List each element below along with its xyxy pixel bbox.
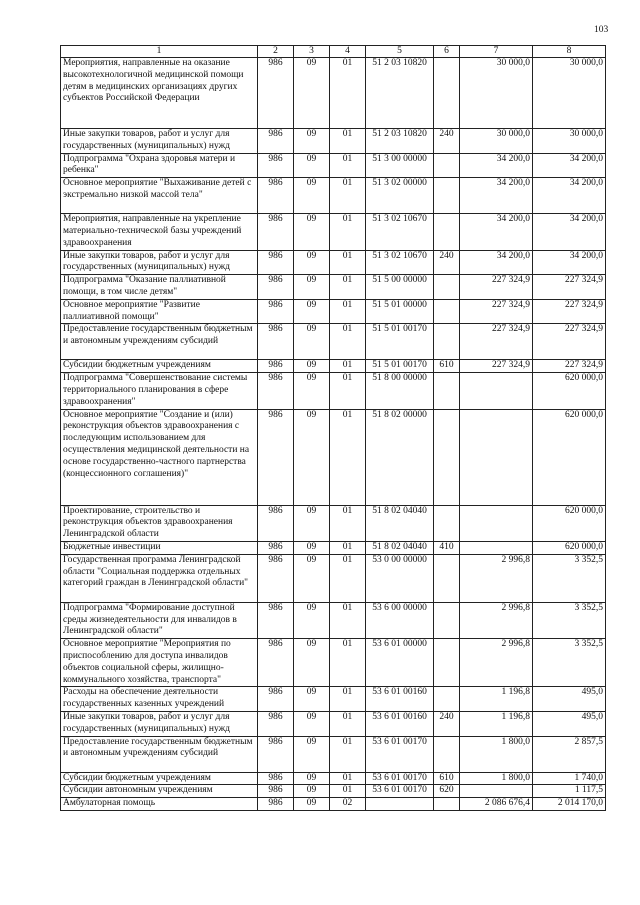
amount-year1-cell: 2 996,8 bbox=[460, 602, 533, 638]
table-row bbox=[61, 409, 606, 505]
amount-year1-cell bbox=[460, 409, 533, 505]
expense-type-cell bbox=[434, 409, 460, 505]
amount-year2-cell: 34 200,0 bbox=[533, 178, 606, 214]
subsection-cell: 01 bbox=[330, 214, 366, 250]
amount-year1-cell: 227 324,9 bbox=[460, 299, 533, 324]
section-cell: 09 bbox=[294, 409, 330, 505]
header-cell: 1 bbox=[61, 46, 258, 58]
subsection-cell: 01 bbox=[330, 602, 366, 638]
table-row bbox=[61, 299, 606, 324]
header-cell: 4 bbox=[330, 46, 366, 58]
section-cell: 09 bbox=[294, 129, 330, 154]
section-cell: 09 bbox=[294, 360, 330, 373]
admin-code-cell: 986 bbox=[258, 250, 294, 275]
expense-type-cell bbox=[434, 736, 460, 772]
amount-year2-cell: 227 324,9 bbox=[533, 360, 606, 373]
admin-code-cell: 986 bbox=[258, 360, 294, 373]
row-name-cell: Проектирование, строительство и реконструкция объектов здравоохранения Ленинградской области bbox=[61, 505, 258, 541]
target-article-cell: 51 8 00 00000 bbox=[366, 373, 434, 409]
target-article-cell: 51 8 02 04040 bbox=[366, 505, 434, 541]
section-cell: 09 bbox=[294, 214, 330, 250]
subsection-cell: 01 bbox=[330, 541, 366, 554]
admin-code-cell: 986 bbox=[258, 772, 294, 785]
amount-year2-cell: 3 352,5 bbox=[533, 602, 606, 638]
section-cell: 09 bbox=[294, 178, 330, 214]
table-row bbox=[61, 153, 606, 178]
amount-year2-cell: 620 000,0 bbox=[533, 505, 606, 541]
amount-year1-cell: 227 324,9 bbox=[460, 324, 533, 360]
section-cell: 09 bbox=[294, 554, 330, 602]
header-row bbox=[61, 46, 606, 58]
target-article-cell: 51 3 00 00000 bbox=[366, 153, 434, 178]
subsection-cell: 01 bbox=[330, 58, 366, 129]
expense-type-cell: 610 bbox=[434, 772, 460, 785]
amount-year2-cell: 2 857,5 bbox=[533, 736, 606, 772]
amount-year2-cell: 34 200,0 bbox=[533, 153, 606, 178]
table-row bbox=[61, 639, 606, 687]
amount-year1-cell bbox=[460, 505, 533, 541]
section-cell: 09 bbox=[294, 541, 330, 554]
expense-type-cell bbox=[434, 554, 460, 602]
subsection-cell: 01 bbox=[330, 711, 366, 736]
subsection-cell: 01 bbox=[330, 687, 366, 712]
subsection-cell: 01 bbox=[330, 129, 366, 154]
admin-code-cell: 986 bbox=[258, 554, 294, 602]
section-cell: 09 bbox=[294, 505, 330, 541]
target-article-cell: 51 3 02 10670 bbox=[366, 250, 434, 275]
row-name-cell: Подпрограмма "Совершенствование системы территориального планирования в сфере здравоохранения" bbox=[61, 373, 258, 409]
expense-type-cell bbox=[434, 602, 460, 638]
target-article-cell: 53 6 01 00170 bbox=[366, 772, 434, 785]
section-cell: 09 bbox=[294, 785, 330, 798]
amount-year2-cell: 30 000,0 bbox=[533, 58, 606, 129]
amount-year2-cell: 620 000,0 bbox=[533, 373, 606, 409]
section-cell: 09 bbox=[294, 772, 330, 785]
expense-type-cell bbox=[434, 299, 460, 324]
target-article-cell: 51 8 02 00000 bbox=[366, 409, 434, 505]
amount-year2-cell: 3 352,5 bbox=[533, 554, 606, 602]
expense-type-cell bbox=[434, 687, 460, 712]
amount-year2-cell: 227 324,9 bbox=[533, 299, 606, 324]
target-article-cell bbox=[366, 798, 434, 811]
amount-year1-cell: 1 196,8 bbox=[460, 711, 533, 736]
section-cell: 09 bbox=[294, 736, 330, 772]
row-name-cell: Амбулаторная помощь bbox=[61, 798, 258, 811]
amount-year1-cell: 1 196,8 bbox=[460, 687, 533, 712]
amount-year2-cell: 227 324,9 bbox=[533, 324, 606, 360]
section-cell: 09 bbox=[294, 602, 330, 638]
amount-year1-cell: 2 996,8 bbox=[460, 639, 533, 687]
amount-year2-cell: 495,0 bbox=[533, 711, 606, 736]
expense-type-cell bbox=[434, 639, 460, 687]
amount-year1-cell: 34 200,0 bbox=[460, 250, 533, 275]
amount-year2-cell: 34 200,0 bbox=[533, 214, 606, 250]
subsection-cell: 01 bbox=[330, 153, 366, 178]
section-cell: 09 bbox=[294, 58, 330, 129]
target-article-cell: 53 6 01 00160 bbox=[366, 711, 434, 736]
admin-code-cell: 986 bbox=[258, 505, 294, 541]
subsection-cell: 01 bbox=[330, 178, 366, 214]
header-cell: 5 bbox=[366, 46, 434, 58]
amount-year1-cell bbox=[460, 373, 533, 409]
row-name-cell: Основное мероприятие "Развитие паллиативной помощи" bbox=[61, 299, 258, 324]
amount-year1-cell bbox=[460, 785, 533, 798]
subsection-cell: 01 bbox=[330, 324, 366, 360]
target-article-cell: 51 3 02 00000 bbox=[366, 178, 434, 214]
subsection-cell: 01 bbox=[330, 299, 366, 324]
amount-year2-cell: 1 117,5 bbox=[533, 785, 606, 798]
amount-year1-cell: 34 200,0 bbox=[460, 214, 533, 250]
header-cell: 3 bbox=[294, 46, 330, 58]
table-row bbox=[61, 324, 606, 360]
target-article-cell: 51 5 01 00170 bbox=[366, 360, 434, 373]
expense-type-cell bbox=[434, 178, 460, 214]
subsection-cell: 01 bbox=[330, 785, 366, 798]
amount-year2-cell: 1 740,0 bbox=[533, 772, 606, 785]
admin-code-cell: 986 bbox=[258, 324, 294, 360]
target-article-cell: 53 6 01 00000 bbox=[366, 639, 434, 687]
subsection-cell: 01 bbox=[330, 409, 366, 505]
row-name-cell: Предоставление государственным бюджетным и автономным учреждениям субсидий bbox=[61, 736, 258, 772]
target-article-cell: 53 6 00 00000 bbox=[366, 602, 434, 638]
table-row bbox=[61, 275, 606, 300]
amount-year2-cell: 495,0 bbox=[533, 687, 606, 712]
expense-type-cell: 240 bbox=[434, 711, 460, 736]
row-name-cell: Иные закупки товаров, работ и услуг для государственных (муниципальных) нужд bbox=[61, 129, 258, 154]
subsection-cell: 02 bbox=[330, 798, 366, 811]
target-article-cell: 51 2 03 10820 bbox=[366, 129, 434, 154]
expense-type-cell bbox=[434, 505, 460, 541]
amount-year1-cell: 30 000,0 bbox=[460, 129, 533, 154]
page-number: 103 bbox=[594, 25, 609, 35]
amount-year1-cell: 34 200,0 bbox=[460, 178, 533, 214]
expense-type-cell: 610 bbox=[434, 360, 460, 373]
table-row bbox=[61, 129, 606, 154]
table-row bbox=[61, 711, 606, 736]
row-name-cell: Предоставление государственным бюджетным и автономным учреждениям субсидий bbox=[61, 324, 258, 360]
table-row bbox=[61, 360, 606, 373]
section-cell: 09 bbox=[294, 373, 330, 409]
row-name-cell: Подпрограмма "Охрана здоровья матери и ребенка" bbox=[61, 153, 258, 178]
section-cell: 09 bbox=[294, 250, 330, 275]
subsection-cell: 01 bbox=[330, 772, 366, 785]
table-row bbox=[61, 178, 606, 214]
section-cell: 09 bbox=[294, 299, 330, 324]
header-cell: 8 bbox=[533, 46, 606, 58]
table-row bbox=[61, 798, 606, 811]
amount-year1-cell: 2 996,8 bbox=[460, 554, 533, 602]
amount-year1-cell: 227 324,9 bbox=[460, 275, 533, 300]
header-cell: 7 bbox=[460, 46, 533, 58]
admin-code-cell: 986 bbox=[258, 785, 294, 798]
row-name-cell: Бюджетные инвестиции bbox=[61, 541, 258, 554]
admin-code-cell: 986 bbox=[258, 711, 294, 736]
admin-code-cell: 986 bbox=[258, 153, 294, 178]
amount-year2-cell: 227 324,9 bbox=[533, 275, 606, 300]
expense-type-cell: 410 bbox=[434, 541, 460, 554]
amount-year2-cell: 620 000,0 bbox=[533, 541, 606, 554]
expense-type-cell: 240 bbox=[434, 129, 460, 154]
admin-code-cell: 986 bbox=[258, 275, 294, 300]
target-article-cell: 51 2 03 10820 bbox=[366, 58, 434, 129]
subsection-cell: 01 bbox=[330, 554, 366, 602]
section-cell: 09 bbox=[294, 798, 330, 811]
row-name-cell: Основное мероприятие "Мероприятия по приспособлению для доступа инвалидов объектов социальной сферы, жилищно-коммунального хозяйства, транспорта" bbox=[61, 639, 258, 687]
admin-code-cell: 986 bbox=[258, 214, 294, 250]
amount-year2-cell: 34 200,0 bbox=[533, 250, 606, 275]
table-row bbox=[61, 602, 606, 638]
expense-type-cell bbox=[434, 798, 460, 811]
subsection-cell: 01 bbox=[330, 639, 366, 687]
table-row bbox=[61, 58, 606, 129]
table-row bbox=[61, 687, 606, 712]
expense-type-cell bbox=[434, 214, 460, 250]
target-article-cell: 51 5 01 00170 bbox=[366, 324, 434, 360]
admin-code-cell: 986 bbox=[258, 736, 294, 772]
row-name-cell: Подпрограмма "Формирование доступной среды жизнедеятельности для инвалидов в Ленинградской области" bbox=[61, 602, 258, 638]
amount-year1-cell: 2 086 676,4 bbox=[460, 798, 533, 811]
table-row bbox=[61, 736, 606, 772]
amount-year1-cell: 30 000,0 bbox=[460, 58, 533, 129]
subsection-cell: 01 bbox=[330, 250, 366, 275]
target-article-cell: 53 6 01 00160 bbox=[366, 687, 434, 712]
admin-code-cell: 986 bbox=[258, 129, 294, 154]
table-row bbox=[61, 505, 606, 541]
section-cell: 09 bbox=[294, 153, 330, 178]
table-row bbox=[61, 541, 606, 554]
row-name-cell: Субсидии автономным учреждениям bbox=[61, 785, 258, 798]
admin-code-cell: 986 bbox=[258, 178, 294, 214]
amount-year2-cell: 30 000,0 bbox=[533, 129, 606, 154]
target-article-cell: 51 8 02 04040 bbox=[366, 541, 434, 554]
section-cell: 09 bbox=[294, 324, 330, 360]
target-article-cell: 53 6 01 00170 bbox=[366, 736, 434, 772]
target-article-cell: 53 0 00 00000 bbox=[366, 554, 434, 602]
section-cell: 09 bbox=[294, 639, 330, 687]
table-row bbox=[61, 373, 606, 409]
expense-type-cell: 240 bbox=[434, 250, 460, 275]
row-name-cell: Мероприятия, направленные на укрепление материально-технической базы учреждений здравоохранения bbox=[61, 214, 258, 250]
subsection-cell: 01 bbox=[330, 505, 366, 541]
admin-code-cell: 986 bbox=[258, 687, 294, 712]
subsection-cell: 01 bbox=[330, 736, 366, 772]
admin-code-cell: 986 bbox=[258, 299, 294, 324]
subsection-cell: 01 bbox=[330, 373, 366, 409]
expense-type-cell bbox=[434, 324, 460, 360]
row-name-cell: Основное мероприятие "Выхаживание детей с экстремально низкой массой тела" bbox=[61, 178, 258, 214]
amount-year1-cell: 1 800,0 bbox=[460, 736, 533, 772]
admin-code-cell: 986 bbox=[258, 602, 294, 638]
row-name-cell: Основное мероприятие "Создание и (или) реконструкция объектов здравоохранения с последующим использованием для осуществления медицинской деятельности на основе государственно-частного партнерства (концессионного соглашения)" bbox=[61, 409, 258, 505]
admin-code-cell: 986 bbox=[258, 373, 294, 409]
expense-type-cell bbox=[434, 58, 460, 129]
expense-type-cell bbox=[434, 275, 460, 300]
header-cell: 6 bbox=[434, 46, 460, 58]
row-name-cell: Подпрограмма "Оказание паллиативной помощи, в том числе детям" bbox=[61, 275, 258, 300]
amount-year1-cell: 34 200,0 bbox=[460, 153, 533, 178]
row-name-cell: Расходы на обеспечение деятельности государственных казенных учреждений bbox=[61, 687, 258, 712]
admin-code-cell: 986 bbox=[258, 541, 294, 554]
admin-code-cell: 986 bbox=[258, 409, 294, 505]
admin-code-cell: 986 bbox=[258, 58, 294, 129]
amount-year1-cell: 1 800,0 bbox=[460, 772, 533, 785]
amount-year2-cell: 3 352,5 bbox=[533, 639, 606, 687]
row-name-cell: Иные закупки товаров, работ и услуг для государственных (муниципальных) нужд bbox=[61, 711, 258, 736]
expense-type-cell: 620 bbox=[434, 785, 460, 798]
table-row bbox=[61, 554, 606, 602]
amount-year2-cell: 2 014 170,0 bbox=[533, 798, 606, 811]
header-cell: 2 bbox=[258, 46, 294, 58]
row-name-cell: Мероприятия, направленные на оказание высокотехнологичной медицинской помощи детям в медицинских организациях других субъектов Российской Федерации bbox=[61, 58, 258, 129]
section-cell: 09 bbox=[294, 711, 330, 736]
table-row bbox=[61, 772, 606, 785]
table-row bbox=[61, 250, 606, 275]
budget-table bbox=[60, 45, 606, 811]
table-row bbox=[61, 214, 606, 250]
expense-type-cell bbox=[434, 153, 460, 178]
section-cell: 09 bbox=[294, 687, 330, 712]
subsection-cell: 01 bbox=[330, 360, 366, 373]
admin-code-cell: 986 bbox=[258, 798, 294, 811]
amount-year1-cell bbox=[460, 541, 533, 554]
target-article-cell: 53 6 01 00170 bbox=[366, 785, 434, 798]
section-cell: 09 bbox=[294, 275, 330, 300]
target-article-cell: 51 5 01 00000 bbox=[366, 299, 434, 324]
admin-code-cell: 986 bbox=[258, 639, 294, 687]
subsection-cell: 01 bbox=[330, 275, 366, 300]
row-name-cell: Государственная программа Ленинградской области "Социальная поддержка отдельных категорий граждан в Ленинградской области" bbox=[61, 554, 258, 602]
amount-year1-cell: 227 324,9 bbox=[460, 360, 533, 373]
target-article-cell: 51 5 00 00000 bbox=[366, 275, 434, 300]
amount-year2-cell: 620 000,0 bbox=[533, 409, 606, 505]
target-article-cell: 51 3 02 10670 bbox=[366, 214, 434, 250]
expense-type-cell bbox=[434, 373, 460, 409]
table-row bbox=[61, 785, 606, 798]
row-name-cell: Субсидии бюджетным учреждениям bbox=[61, 772, 258, 785]
row-name-cell: Субсидии бюджетным учреждениям bbox=[61, 360, 258, 373]
row-name-cell: Иные закупки товаров, работ и услуг для государственных (муниципальных) нужд bbox=[61, 250, 258, 275]
